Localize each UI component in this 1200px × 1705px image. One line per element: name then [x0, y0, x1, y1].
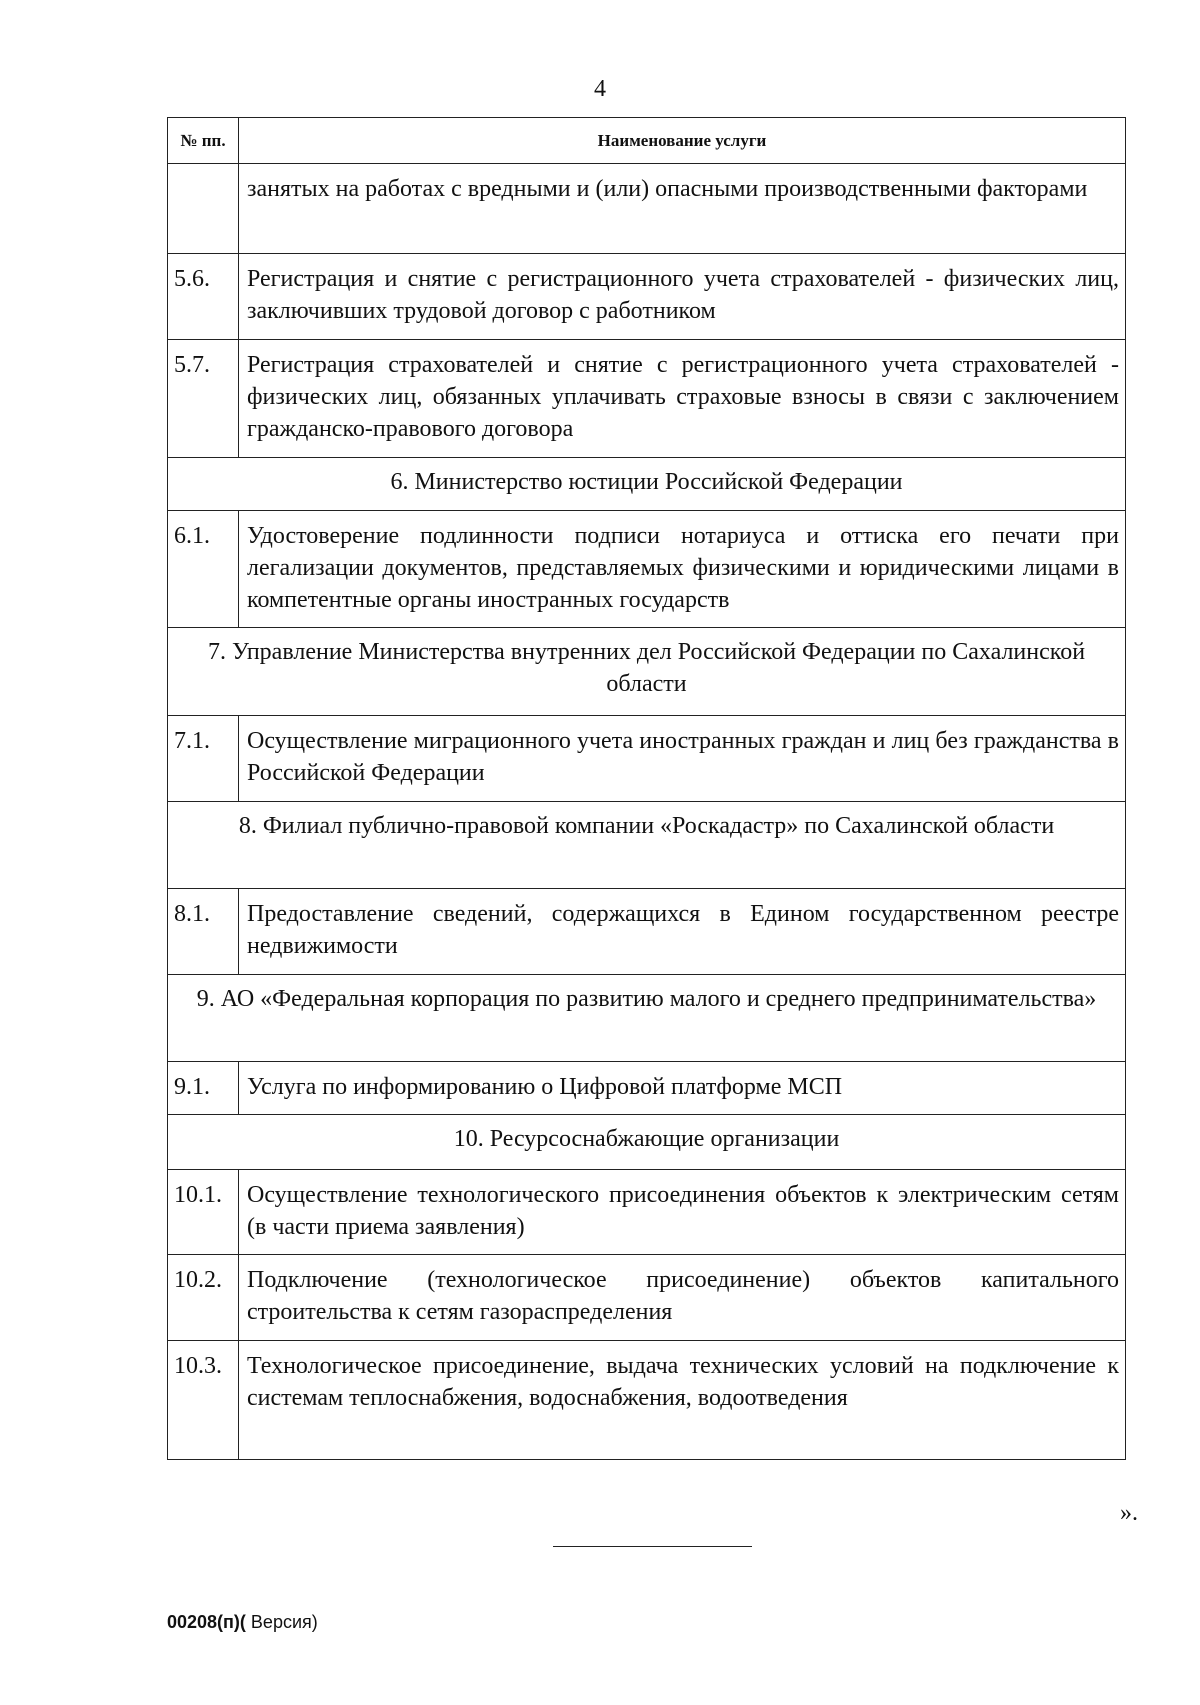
- section-heading: 9. АО «Федеральная корпорация по развитию малого и среднего предпринимательства»: [168, 975, 1126, 1062]
- row-service-name: Технологическое присоединение, выдача технических условий на подключение к системам теплоснабжения, водоснабжения, водоотведения: [239, 1341, 1126, 1460]
- table-row: [168, 164, 1126, 254]
- header-service-name: Наименование услуги: [239, 118, 1126, 164]
- row-number: 5.7.: [168, 340, 239, 458]
- row-number: 10.1.: [168, 1170, 239, 1255]
- section-heading: 10. Ресурсоснабжающие организации: [168, 1115, 1126, 1170]
- section-heading: 6. Министерство юстиции Российской Федерации: [168, 458, 1126, 511]
- row-number: 9.1.: [168, 1062, 239, 1115]
- table-row: [168, 1341, 1126, 1460]
- row-number: 7.1.: [168, 716, 239, 802]
- table-row: [168, 716, 1126, 802]
- section-row: [168, 802, 1126, 889]
- table-header-row: [168, 118, 1126, 164]
- section-heading: 8. Филиал публично-правовой компании «Роскадастр» по Сахалинской области: [168, 802, 1126, 889]
- document-version-label: Версия): [245, 1612, 318, 1632]
- row-service-name: Предоставление сведений, содержащихся в Едином государственном реестре недвижимости: [239, 889, 1126, 975]
- table-row: [168, 254, 1126, 340]
- document-code: [167, 1612, 318, 1633]
- row-service-name: занятых на работах с вредными и (или) опасными производственными факторами: [239, 164, 1126, 254]
- row-number: 8.1.: [168, 889, 239, 975]
- table-row: [168, 889, 1126, 975]
- row-number: 5.6.: [168, 254, 239, 340]
- document-code-number: 00208(п)(: [167, 1612, 246, 1632]
- row-service-name: Подключение (технологическое присоединение) объектов капитального строительства к сетям газораспределения: [239, 1255, 1126, 1341]
- table-row: [168, 1062, 1126, 1115]
- row-service-name: Регистрация страхователей и снятие с регистрационного учета страхователей - физических лиц, обязанных уплачивать страховые взносы в связи с заключением гражданско-правового договора: [239, 340, 1126, 458]
- row-number: 10.3.: [168, 1341, 239, 1460]
- row-number: 10.2.: [168, 1255, 239, 1341]
- row-service-name: Осуществление миграционного учета иностранных граждан и лиц без гражданства в Российской Федерации: [239, 716, 1126, 802]
- row-service-name: Осуществление технологического присоединения объектов к электрическим сетям (в части приема заявления): [239, 1170, 1126, 1255]
- row-number: 6.1.: [168, 511, 239, 628]
- services-table: [167, 117, 1126, 1460]
- row-service-name: Удостоверение подлинности подписи нотариуса и оттиска его печати при легализации документов, представляемых физическими и юридическими лицами в компетентные органы иностранных государств: [239, 511, 1126, 628]
- section-heading: 7. Управление Министерства внутренних дел Российской Федерации по Сахалинской области: [168, 628, 1126, 716]
- closing-quote-mark: ».: [1120, 1500, 1138, 1526]
- table-row: [168, 1170, 1126, 1255]
- row-number: [168, 164, 239, 254]
- end-divider-line: [553, 1546, 752, 1547]
- table-row: [168, 1255, 1126, 1341]
- page-number: 4: [594, 76, 606, 102]
- table-row: [168, 340, 1126, 458]
- header-number: № пп.: [168, 118, 239, 164]
- section-row: [168, 975, 1126, 1062]
- section-row: [168, 628, 1126, 716]
- section-row: [168, 458, 1126, 511]
- row-service-name: Услуга по информированию о Цифровой платформе МСП: [239, 1062, 1126, 1115]
- section-row: [168, 1115, 1126, 1170]
- table-row: [168, 511, 1126, 628]
- row-service-name: Регистрация и снятие с регистрационного учета страхователей - физических лиц, заключивших трудовой договор с работником: [239, 254, 1126, 340]
